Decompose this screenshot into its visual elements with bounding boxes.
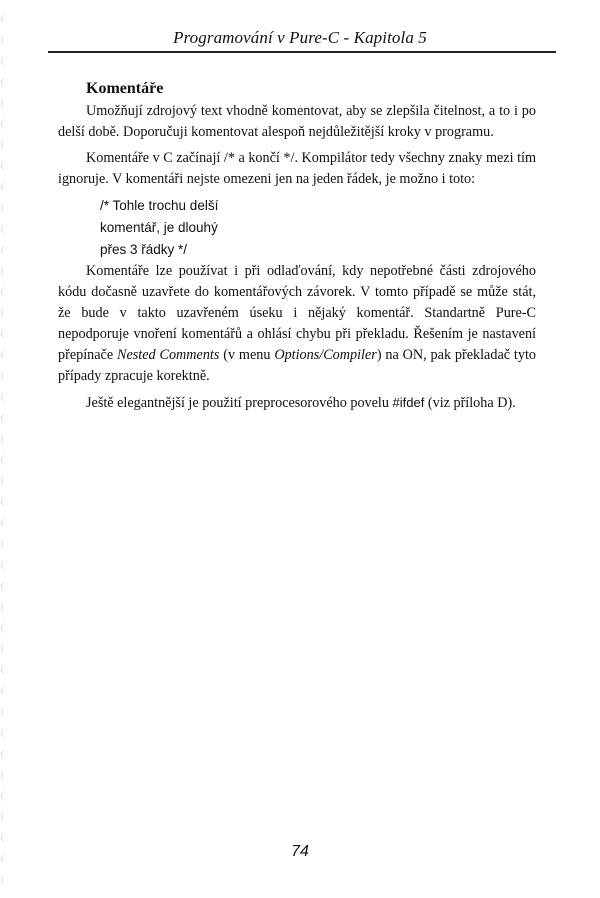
code-line: komentář, je dlouhý bbox=[100, 220, 218, 235]
text-run: Komentáře lze používat i při odlaďování, kdy nepotřebné části zdrojového kódu dočasně uzavřete do komentářových závorek. V tomto případě se může stát, že bude v takto uzavřeném úseku i nějaký komentář. Standartně Pure-C nepodporuje vnoření komentářů a ohlásí chybu při překladu. Řešením je nastavení přepínače bbox=[58, 263, 536, 363]
running-header: Programování v Pure-C - Kapitola 5 bbox=[173, 28, 427, 47]
binding-hole bbox=[1, 560, 10, 570]
page-content bbox=[58, 78, 536, 419]
binding-hole bbox=[1, 644, 10, 654]
binding-hole bbox=[1, 476, 10, 486]
binding-hole bbox=[1, 14, 10, 24]
option-name: Nested Comments bbox=[117, 347, 220, 363]
binding-hole bbox=[1, 287, 10, 297]
binding-holes bbox=[0, 0, 14, 898]
binding-hole bbox=[1, 812, 10, 822]
binding-hole bbox=[1, 56, 10, 66]
paragraph-4 bbox=[58, 392, 536, 414]
binding-hole bbox=[1, 224, 10, 234]
text-run: ) na ON, pak překladač tyto případy zpracuje korektně. bbox=[58, 347, 536, 384]
binding-hole bbox=[1, 728, 10, 738]
binding-hole bbox=[1, 203, 10, 213]
page-number: 74 bbox=[291, 843, 309, 860]
binding-hole bbox=[1, 770, 10, 780]
binding-hole bbox=[1, 875, 10, 885]
binding-hole bbox=[1, 518, 10, 528]
binding-hole bbox=[1, 245, 10, 255]
inline-code: #ifdef bbox=[392, 395, 425, 410]
binding-hole bbox=[1, 119, 10, 129]
binding-hole bbox=[1, 791, 10, 801]
section-heading: Komentáře bbox=[86, 80, 164, 97]
text-run: (v menu bbox=[219, 347, 275, 363]
binding-hole bbox=[1, 434, 10, 444]
binding-hole bbox=[1, 497, 10, 507]
binding-hole bbox=[1, 266, 10, 276]
menu-path: Options/Compiler bbox=[274, 347, 377, 363]
binding-hole bbox=[1, 833, 10, 843]
binding-hole bbox=[1, 623, 10, 633]
binding-hole bbox=[1, 350, 10, 360]
binding-hole bbox=[1, 749, 10, 759]
paragraph-1: Umožňují zdrojový text vhodně komentovat, aby se zlepšila čitelnost, a to i po delší době. Doporučuji komentovat alespoň nejdůležitější kroky v programu. bbox=[58, 103, 536, 140]
code-line: /* Tohle trochu delší bbox=[100, 198, 219, 213]
binding-hole bbox=[1, 455, 10, 465]
binding-hole bbox=[1, 161, 10, 171]
binding-hole bbox=[1, 182, 10, 192]
code-example bbox=[100, 195, 536, 261]
binding-hole bbox=[1, 329, 10, 339]
binding-hole bbox=[1, 77, 10, 87]
binding-hole bbox=[1, 392, 10, 402]
binding-hole bbox=[1, 98, 10, 108]
paragraph-2: Komentáře v C začínají /* a končí */. Kompilátor tedy všechny znaky mezi tím ignoruje. V komentáři nejste omezeni jen na jeden řádek, je možno i toto: bbox=[58, 150, 536, 187]
binding-hole bbox=[1, 308, 10, 318]
text-run: Ještě elegantnější je použití preprocesorového povelu bbox=[86, 395, 393, 411]
binding-hole bbox=[1, 686, 10, 696]
binding-hole bbox=[1, 581, 10, 591]
binding-hole bbox=[1, 371, 10, 381]
header-rule bbox=[48, 51, 556, 53]
binding-hole bbox=[1, 707, 10, 717]
binding-hole bbox=[1, 665, 10, 675]
text-run: (viz příloha D). bbox=[424, 395, 516, 411]
binding-hole bbox=[1, 602, 10, 612]
code-line: přes 3 řádky */ bbox=[100, 242, 188, 257]
paragraph-3 bbox=[58, 261, 536, 387]
binding-hole bbox=[1, 413, 10, 423]
binding-hole bbox=[1, 539, 10, 549]
binding-hole bbox=[1, 140, 10, 150]
